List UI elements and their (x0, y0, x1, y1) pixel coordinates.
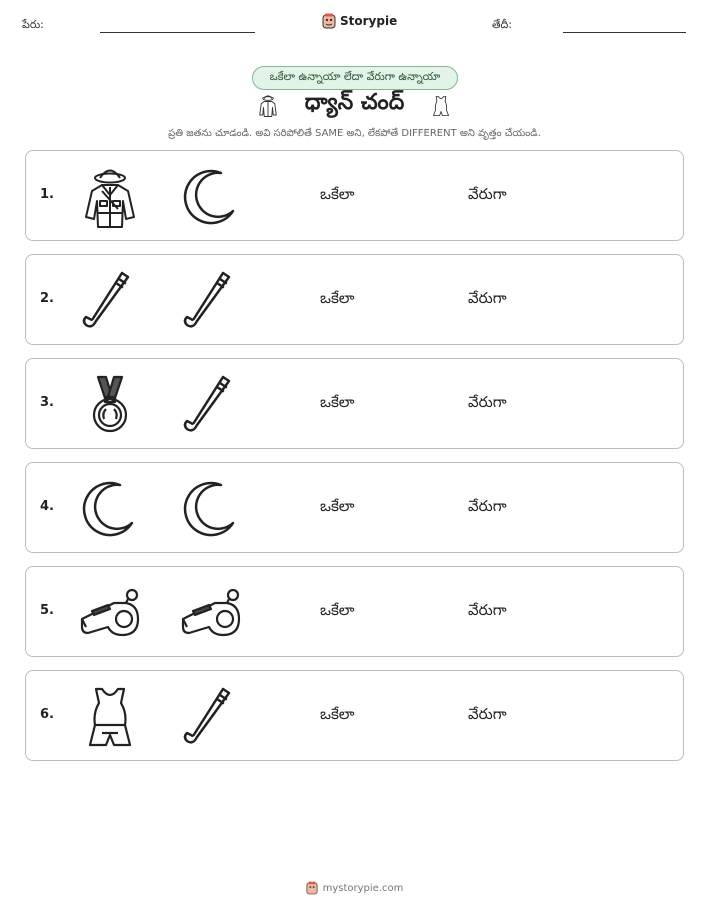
question-row (25, 150, 684, 241)
same-option[interactable]: ఒకేలా (320, 601, 355, 619)
same-option[interactable]: ఒకేలా (320, 497, 355, 515)
date-field[interactable] (563, 32, 686, 33)
hockey-stick-icon (179, 373, 243, 437)
medal-icon (78, 373, 142, 437)
name-label: పేరు: (22, 18, 44, 31)
footer-url: mystorypie.com (322, 882, 404, 894)
whistle-icon (179, 581, 243, 645)
storypie-mascot-icon (306, 881, 318, 895)
brand-name: Storypie (340, 14, 398, 28)
brand-logo (322, 13, 397, 29)
date-label: తేదీ: (492, 18, 513, 31)
question-row (25, 566, 684, 657)
question-row (25, 670, 684, 761)
name-field[interactable] (100, 32, 255, 33)
page-title: ధ్యాన్ చంద్ (304, 90, 405, 115)
question-number: 3. (40, 395, 54, 410)
question-number: 2. (40, 291, 54, 306)
different-option[interactable]: వేరుగా (468, 393, 507, 411)
different-option[interactable]: వేరుగా (468, 497, 507, 515)
question-row (25, 254, 684, 345)
instructions: ప్రతి జతను చూడండి. అవి సరిపోలితే SAME అని, లేకపోతే DIFFERENT అని వృత్తం చేయండి. (168, 128, 541, 139)
same-option[interactable]: ఒకేలా (320, 185, 355, 203)
hockey-stick-icon (78, 269, 142, 333)
moon-icon (179, 165, 243, 229)
question-row (25, 358, 684, 449)
same-option[interactable]: ఒకేలా (320, 705, 355, 723)
singlet-icon (78, 685, 142, 749)
different-option[interactable]: వేరుగా (468, 705, 507, 723)
question-number: 5. (40, 603, 54, 618)
uniform-icon (78, 165, 142, 229)
moon-icon (78, 477, 142, 541)
question-number: 6. (40, 707, 54, 722)
hockey-stick-icon (179, 269, 243, 333)
different-option[interactable]: వేరుగా (468, 601, 507, 619)
storypie-mascot-icon (322, 13, 336, 29)
footer (0, 881, 709, 895)
moon-icon (179, 477, 243, 541)
different-option[interactable]: వేరుగా (468, 289, 507, 307)
same-option[interactable]: ఒకేలా (320, 289, 355, 307)
question-number: 4. (40, 499, 54, 514)
question-number: 1. (40, 187, 54, 202)
hockey-stick-icon (179, 685, 243, 749)
same-option[interactable]: ఒకేలా (320, 393, 355, 411)
different-option[interactable]: వేరుగా (468, 185, 507, 203)
worksheet-type-badge: ఒకేలా ఉన్నాయా లేదా వేరుగా ఉన్నాయా (252, 66, 458, 90)
whistle-icon (78, 581, 142, 645)
singlet-title-icon (430, 91, 452, 121)
question-row (25, 462, 684, 553)
